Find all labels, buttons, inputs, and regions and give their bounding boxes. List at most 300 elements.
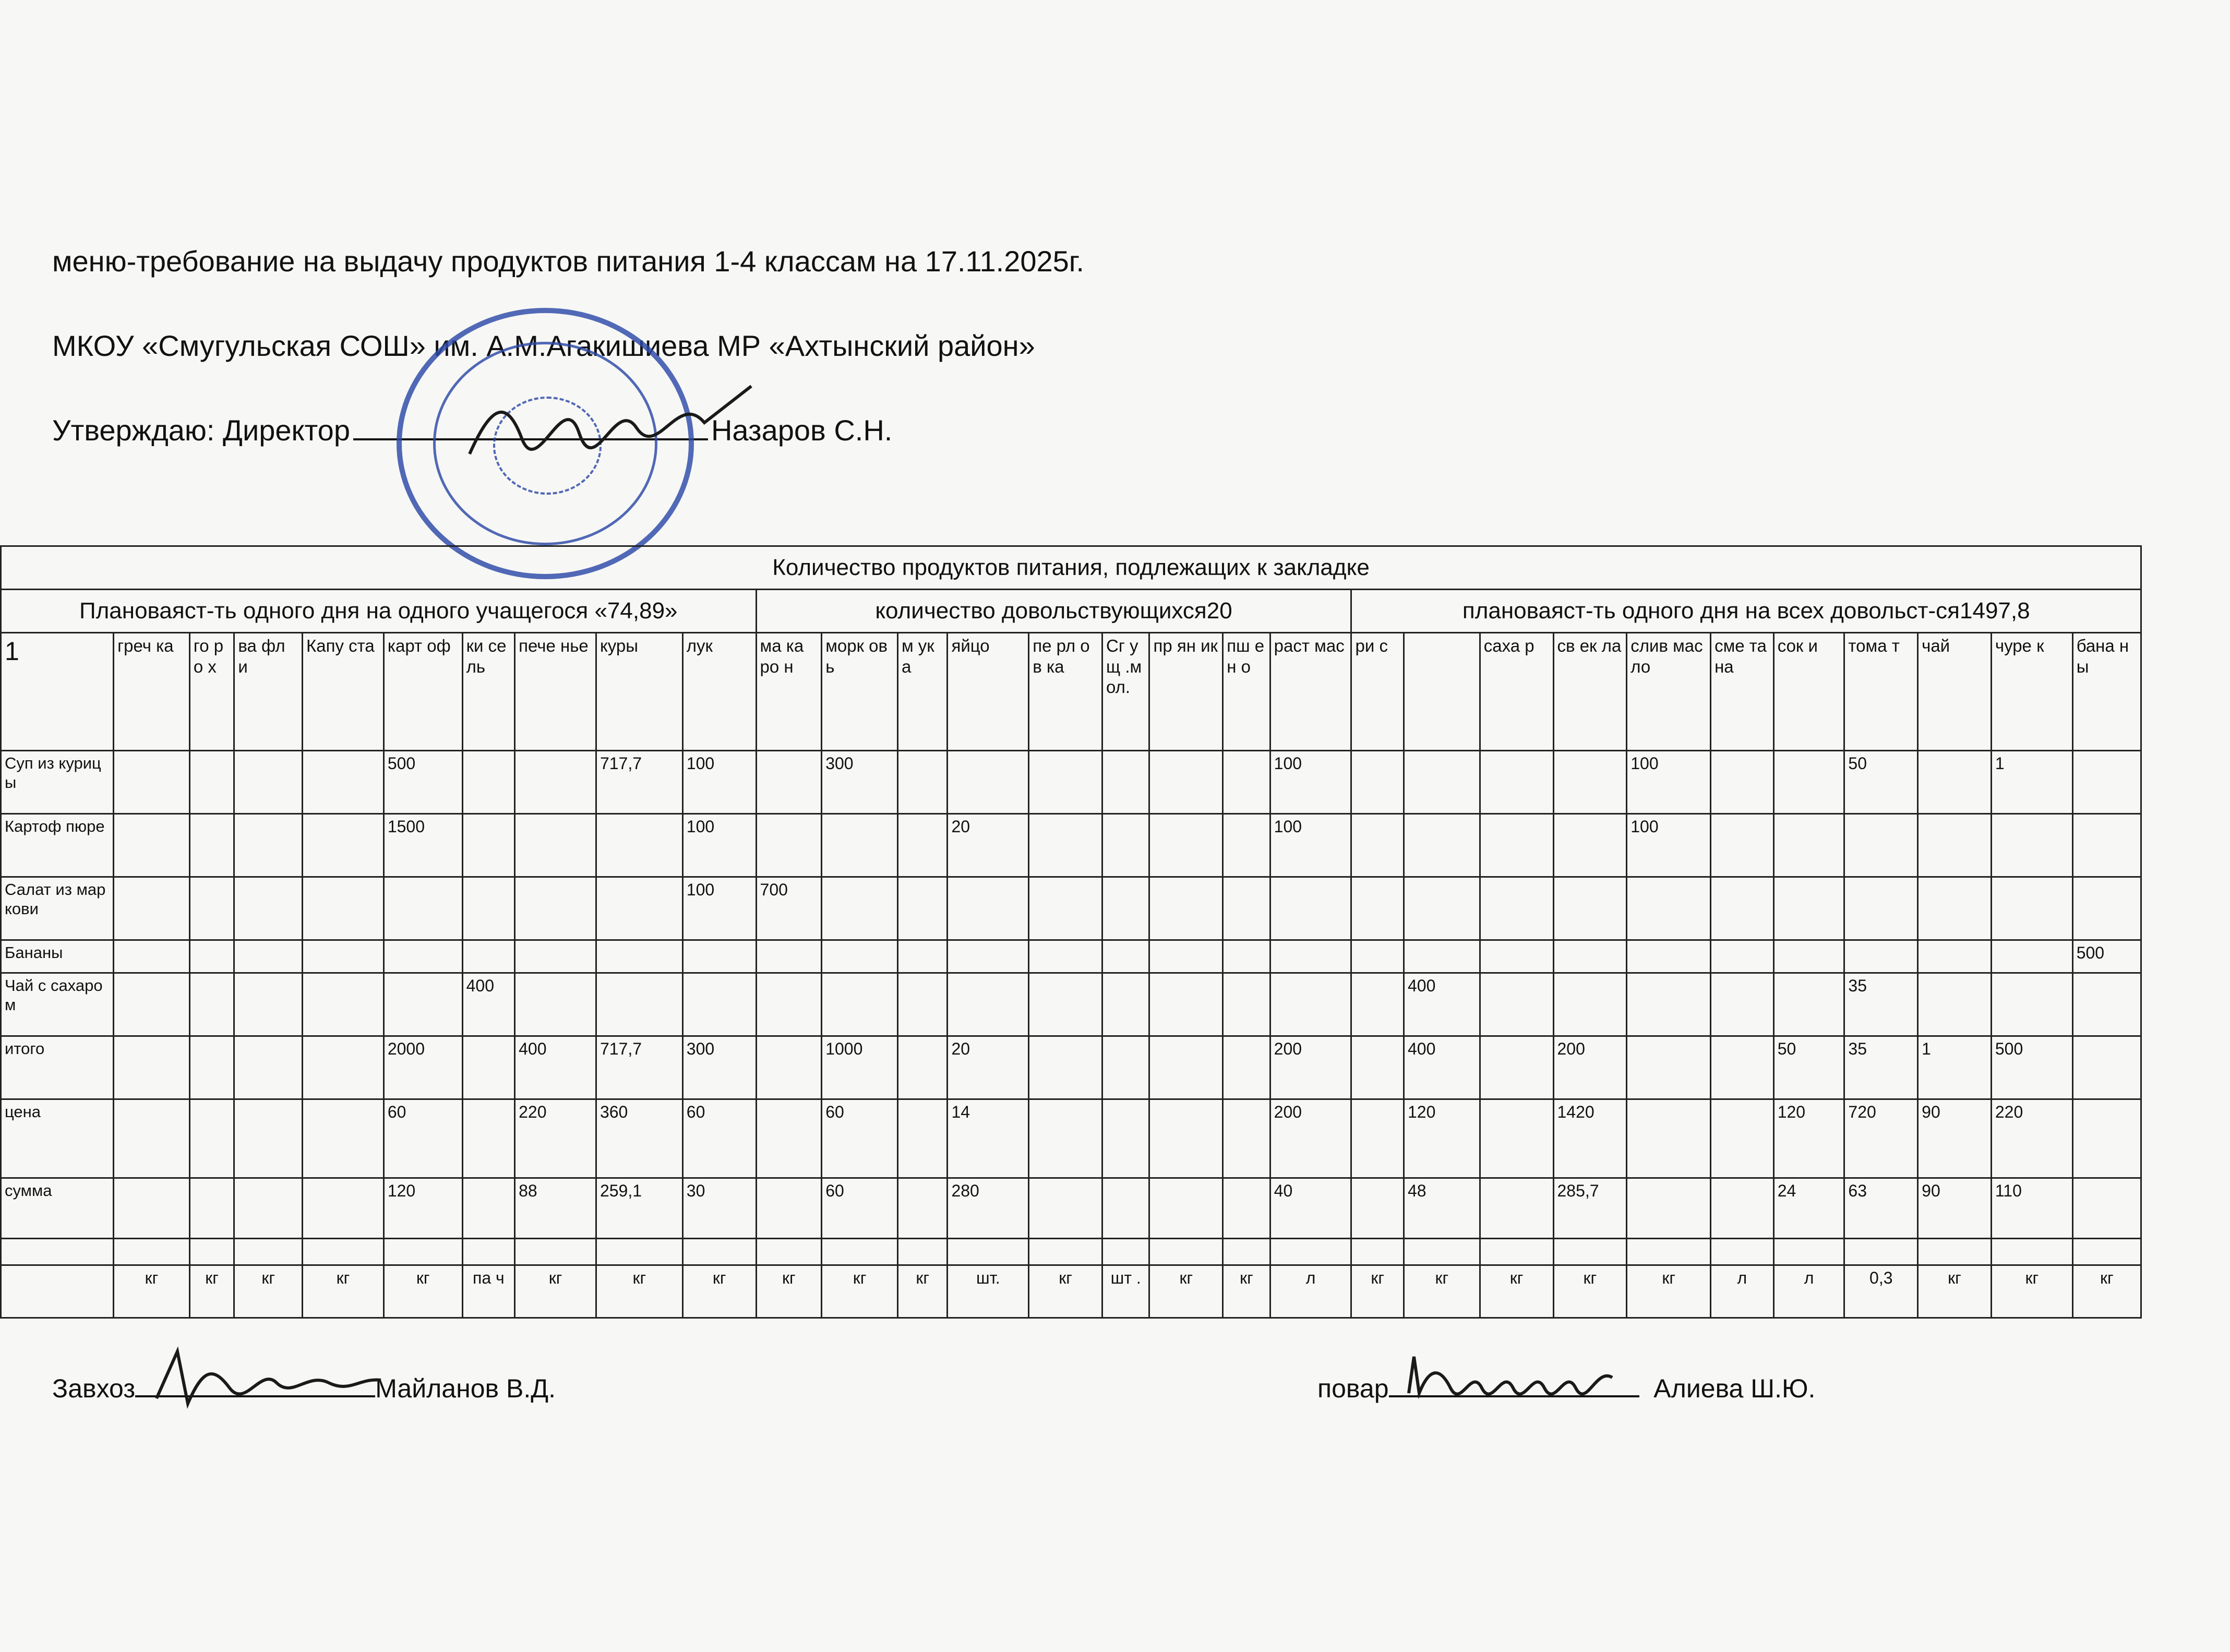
quantity-cell: 48	[1404, 1178, 1480, 1239]
quantity-cell	[114, 877, 190, 940]
quantity-cell	[114, 940, 190, 973]
cook-label: повар	[1317, 1374, 1389, 1403]
quantity-cell: 300	[822, 751, 898, 814]
director-signature	[459, 376, 783, 470]
quantity-cell	[383, 877, 462, 940]
product-header: греч ка	[114, 633, 190, 751]
quantity-cell	[1480, 973, 1553, 1036]
quantity-cell	[2072, 1099, 2141, 1178]
unit-cell: кг	[1351, 1265, 1404, 1318]
quantity-cell	[1991, 940, 2072, 973]
unit-cell: кг	[303, 1265, 384, 1318]
quantity-cell	[462, 1178, 515, 1239]
quantity-cell	[515, 877, 596, 940]
quantity-cell	[462, 1099, 515, 1178]
quantity-cell: 700	[756, 877, 822, 940]
blank-cell	[1351, 1239, 1404, 1265]
quantity-cell	[2072, 973, 2141, 1036]
quantity-cell	[1480, 814, 1553, 877]
quantity-cell	[1553, 940, 1627, 973]
quantity-cell	[462, 877, 515, 940]
blank-cell	[1, 1239, 114, 1265]
quantity-cell: 90	[1918, 1099, 1992, 1178]
quantity-cell	[596, 877, 682, 940]
quantity-cell	[1102, 940, 1149, 973]
quantity-cell	[1773, 814, 1844, 877]
blank-cell	[114, 1239, 190, 1265]
quantity-cell	[948, 973, 1029, 1036]
blank-row	[1, 1239, 2141, 1265]
blank-cell	[1404, 1239, 1480, 1265]
quantity-cell	[114, 1178, 190, 1239]
unit-cell: кг	[1553, 1265, 1627, 1318]
blank-cell	[756, 1239, 822, 1265]
quantity-cell	[1149, 1178, 1223, 1239]
blank-cell	[1029, 1239, 1102, 1265]
blank-cell	[1102, 1239, 1149, 1265]
quantity-cell	[1270, 877, 1351, 940]
quantity-cell	[1351, 1036, 1404, 1099]
product-header: саха р	[1480, 633, 1553, 751]
quantity-cell: 100	[1270, 751, 1351, 814]
quantity-cell	[1480, 1099, 1553, 1178]
quantity-cell	[822, 940, 898, 973]
quantity-cell	[2072, 1036, 2141, 1099]
product-header: раст мас	[1270, 633, 1351, 751]
quantity-cell: 220	[515, 1099, 596, 1178]
unit-cell	[1, 1265, 114, 1318]
product-header: ки се ль	[462, 633, 515, 751]
blank-cell	[515, 1239, 596, 1265]
quantity-cell: 14	[948, 1099, 1029, 1178]
quantity-cell	[596, 814, 682, 877]
quantity-cell	[1627, 973, 1711, 1036]
blank-cell	[897, 1239, 948, 1265]
quantity-cell	[1029, 1099, 1102, 1178]
quantity-cell	[822, 814, 898, 877]
quantity-cell	[1918, 814, 1992, 877]
quantity-cell: 1420	[1553, 1099, 1627, 1178]
quantity-cell	[1351, 1099, 1404, 1178]
quantity-cell	[948, 940, 1029, 973]
quantity-cell	[948, 751, 1029, 814]
quantity-cell	[1351, 751, 1404, 814]
quantity-cell: 259,1	[596, 1178, 682, 1239]
quantity-cell	[897, 814, 948, 877]
product-header: сме тана	[1711, 633, 1774, 751]
product-header: пш ен о	[1223, 633, 1270, 751]
product-header: сок и	[1773, 633, 1844, 751]
unit-cell: кг	[234, 1265, 303, 1318]
quantity-cell: 717,7	[596, 1036, 682, 1099]
product-header	[1404, 633, 1480, 751]
dish-name: Чай с сахаром	[1, 973, 114, 1036]
quantity-cell	[1711, 877, 1774, 940]
quantity-cell: 200	[1270, 1099, 1351, 1178]
quantity-cell	[1149, 1099, 1223, 1178]
quantity-cell	[1270, 973, 1351, 1036]
table-row	[1, 814, 2141, 877]
blank-cell	[1844, 1239, 1918, 1265]
quantity-cell: 100	[1627, 751, 1711, 814]
quantity-cell	[1711, 751, 1774, 814]
blank-cell	[2072, 1239, 2141, 1265]
quantity-cell	[1149, 1036, 1223, 1099]
school-name: МКОУ «Смугульская СОШ» им. А.М.Агакишиева МР «Ахтынский район»	[52, 329, 1035, 362]
quantity-cell: 500	[383, 751, 462, 814]
blank-cell	[1773, 1239, 1844, 1265]
product-header: м ук а	[897, 633, 948, 751]
quantity-cell: 1	[1991, 751, 2072, 814]
quantity-cell	[1223, 940, 1270, 973]
quantity-cell: 500	[2072, 940, 2141, 973]
unit-cell: па ч	[462, 1265, 515, 1318]
quantity-cell	[2072, 877, 2141, 940]
quantity-cell	[1102, 1178, 1149, 1239]
storekeeper-name: Майланов В.Д.	[375, 1374, 556, 1403]
blank-cell	[383, 1239, 462, 1265]
quantity-cell	[1773, 877, 1844, 940]
quantity-cell	[756, 814, 822, 877]
quantity-cell	[1149, 940, 1223, 973]
quantity-cell	[897, 1099, 948, 1178]
quantity-cell: 24	[1773, 1178, 1844, 1239]
quantity-cell	[1480, 877, 1553, 940]
quantity-cell	[1102, 973, 1149, 1036]
quantity-cell	[1351, 1178, 1404, 1239]
quantity-cell	[1844, 940, 1918, 973]
product-header: морк овь	[822, 633, 898, 751]
unit-cell: 0,3	[1844, 1265, 1918, 1318]
quantity-cell	[1270, 940, 1351, 973]
quantity-cell	[1223, 973, 1270, 1036]
quantity-cell	[897, 877, 948, 940]
per-student-cost: Плановаяст-ть одного дня на одного учащегося «74,89»	[1, 590, 757, 633]
quantity-cell	[303, 814, 384, 877]
unit-cell: кг	[682, 1265, 756, 1318]
product-header: Капу ста	[303, 633, 384, 751]
unit-cell: л	[1711, 1265, 1774, 1318]
quantity-cell	[383, 940, 462, 973]
quantity-cell	[756, 1178, 822, 1239]
quantity-cell	[1102, 1036, 1149, 1099]
quantity-cell	[897, 1178, 948, 1239]
quantity-cell	[897, 1036, 948, 1099]
quantity-cell: 1	[1918, 1036, 1992, 1099]
participants-count: количество довольствующихся20	[756, 590, 1351, 633]
quantity-cell	[114, 973, 190, 1036]
quantity-cell	[1918, 877, 1992, 940]
quantity-cell	[1102, 1099, 1149, 1178]
quantity-cell	[1711, 1036, 1774, 1099]
quantity-cell: 20	[948, 814, 1029, 877]
quantity-cell: 200	[1553, 1036, 1627, 1099]
quantity-cell	[1844, 877, 1918, 940]
cook-signature	[1404, 1346, 1633, 1404]
quantity-cell	[1029, 940, 1102, 973]
quantity-cell	[822, 877, 898, 940]
quantity-cell	[1404, 940, 1480, 973]
quantity-cell	[1029, 877, 1102, 940]
quantity-cell	[1029, 973, 1102, 1036]
quantity-cell	[1223, 1036, 1270, 1099]
quantity-cell	[234, 877, 303, 940]
table-row	[1, 973, 2141, 1036]
quantity-cell: 30	[682, 1178, 756, 1239]
quantity-cell	[303, 751, 384, 814]
quantity-cell	[462, 940, 515, 973]
quantity-cell	[234, 940, 303, 973]
dish-name: Суп из курицы	[1, 751, 114, 814]
table-row	[1, 1036, 2141, 1099]
blank-cell	[234, 1239, 303, 1265]
quantity-cell	[1029, 814, 1102, 877]
product-header: пече нье	[515, 633, 596, 751]
quantity-cell	[1711, 1099, 1774, 1178]
quantity-cell	[682, 973, 756, 1036]
quantity-cell	[234, 973, 303, 1036]
quantity-cell	[1404, 814, 1480, 877]
dish-name: Картоф пюре	[1, 814, 114, 877]
quantity-cell: 50	[1773, 1036, 1844, 1099]
table-row	[1, 940, 2141, 973]
quantity-cell	[1480, 1036, 1553, 1099]
quantity-cell	[1773, 973, 1844, 1036]
blank-cell	[822, 1239, 898, 1265]
quantity-cell	[1351, 877, 1404, 940]
product-header: пр ян ик	[1149, 633, 1223, 751]
director-name: Назаров С.Н.	[711, 414, 893, 447]
quantity-cell	[189, 1178, 234, 1239]
unit-cell: кг	[1404, 1265, 1480, 1318]
quantity-cell	[756, 1099, 822, 1178]
dish-name: цена	[1, 1099, 114, 1178]
quantity-cell	[515, 973, 596, 1036]
storekeeper-label: Завхоз	[52, 1374, 136, 1403]
quantity-cell: 88	[515, 1178, 596, 1239]
quantity-cell	[515, 751, 596, 814]
quantity-cell: 120	[383, 1178, 462, 1239]
quantity-cell	[1223, 814, 1270, 877]
unit-cell: кг	[1223, 1265, 1270, 1318]
unit-cell: кг	[897, 1265, 948, 1318]
quantity-cell: 1000	[822, 1036, 898, 1099]
quantity-cell	[303, 1178, 384, 1239]
quantity-cell	[114, 1099, 190, 1178]
quantity-cell	[1149, 751, 1223, 814]
blank-cell	[596, 1239, 682, 1265]
quantity-cell	[189, 877, 234, 940]
blank-cell	[1270, 1239, 1351, 1265]
quantity-cell: 40	[1270, 1178, 1351, 1239]
quantity-cell	[189, 973, 234, 1036]
blank-cell	[1918, 1239, 1992, 1265]
quantity-cell: 100	[1270, 814, 1351, 877]
unit-cell: кг	[189, 1265, 234, 1318]
quantity-cell	[303, 877, 384, 940]
table-banner: Количество продуктов питания, подлежащих к закладке	[1, 546, 2141, 590]
quantity-cell	[1149, 973, 1223, 1036]
quantity-cell	[189, 1036, 234, 1099]
quantity-cell	[1102, 877, 1149, 940]
unit-cell: кг	[1029, 1265, 1102, 1318]
dish-name: Салат из маркови	[1, 877, 114, 940]
quantity-cell: 120	[1773, 1099, 1844, 1178]
products-header-row	[1, 633, 2141, 751]
quantity-cell	[1711, 940, 1774, 973]
quantity-cell: 60	[822, 1178, 898, 1239]
quantity-cell	[1627, 1099, 1711, 1178]
quantity-cell	[1029, 751, 1102, 814]
quantity-cell	[1102, 751, 1149, 814]
quantity-cell	[2072, 1178, 2141, 1239]
quantity-cell	[462, 751, 515, 814]
quantity-cell	[1553, 814, 1627, 877]
quantity-cell	[234, 1099, 303, 1178]
unit-cell: шт.	[948, 1265, 1029, 1318]
quantity-cell	[303, 940, 384, 973]
cook-name: Алиева Ш.Ю.	[1653, 1374, 1816, 1403]
total-cost: плановаяст-ть одного дня на всех довольст-ся1497,8	[1351, 590, 2141, 633]
quantity-cell	[1351, 973, 1404, 1036]
quantity-cell	[756, 973, 822, 1036]
quantity-cell: 120	[1404, 1099, 1480, 1178]
dish-name: Бананы	[1, 940, 114, 973]
quantity-cell: 60	[822, 1099, 898, 1178]
quantity-cell	[1351, 940, 1404, 973]
quantity-cell	[1627, 940, 1711, 973]
unit-cell: кг	[1149, 1265, 1223, 1318]
quantity-cell	[462, 1036, 515, 1099]
quantity-cell	[1918, 940, 1992, 973]
quantity-cell	[1627, 1036, 1711, 1099]
unit-cell: кг	[114, 1265, 190, 1318]
quantity-cell	[303, 1099, 384, 1178]
quantity-cell	[234, 1178, 303, 1239]
quantity-cell: 63	[1844, 1178, 1918, 1239]
quantity-cell: 300	[682, 1036, 756, 1099]
units-row	[1, 1265, 2141, 1318]
quantity-cell	[1480, 940, 1553, 973]
product-header: Сг ущ .м ол.	[1102, 633, 1149, 751]
blank-cell	[1553, 1239, 1627, 1265]
unit-cell: кг	[822, 1265, 898, 1318]
product-header: лук	[682, 633, 756, 751]
quantity-cell	[2072, 751, 2141, 814]
quantity-cell: 100	[1627, 814, 1711, 877]
quantity-cell	[1102, 814, 1149, 877]
quantity-cell: 717,7	[596, 751, 682, 814]
quantity-cell	[1627, 1178, 1711, 1239]
product-header: го ро х	[189, 633, 234, 751]
blank-cell	[189, 1239, 234, 1265]
quantity-cell	[1773, 940, 1844, 973]
quantity-cell	[1711, 973, 1774, 1036]
quantity-cell	[1553, 877, 1627, 940]
quantity-cell: 400	[1404, 973, 1480, 1036]
storekeeper-signature	[141, 1336, 391, 1419]
product-header: карт оф	[383, 633, 462, 751]
product-header: ва фл и	[234, 633, 303, 751]
product-header: бана ны	[2072, 633, 2141, 751]
quantity-cell: 1500	[383, 814, 462, 877]
quantity-cell: 100	[682, 877, 756, 940]
blank-cell	[948, 1239, 1029, 1265]
quantity-cell	[1149, 814, 1223, 877]
unit-cell: кг	[1480, 1265, 1553, 1318]
quantity-cell	[114, 751, 190, 814]
product-header: тома т	[1844, 633, 1918, 751]
unit-cell: кг	[1991, 1265, 2072, 1318]
quantity-cell	[383, 973, 462, 1036]
quantity-cell	[756, 1036, 822, 1099]
quantity-cell	[515, 814, 596, 877]
quantity-cell	[515, 940, 596, 973]
quantity-cell: 90	[1918, 1178, 1992, 1239]
quantity-cell	[682, 940, 756, 973]
quantity-cell	[1991, 877, 2072, 940]
quantity-cell	[234, 1036, 303, 1099]
quantity-cell: 500	[1991, 1036, 2072, 1099]
quantity-cell	[596, 940, 682, 973]
table-row	[1, 877, 2141, 940]
unit-cell: кг	[383, 1265, 462, 1318]
document-title: меню-требование на выдачу продуктов питания 1-4 классам на 17.11.2025г.	[52, 245, 1084, 278]
quantity-cell	[1991, 973, 2072, 1036]
quantity-cell	[234, 751, 303, 814]
quantity-cell	[897, 940, 948, 973]
quantity-cell	[1711, 814, 1774, 877]
table-row	[1, 1099, 2141, 1178]
quantity-cell	[234, 814, 303, 877]
row-number-header: 1	[1, 633, 114, 751]
quantity-cell	[1553, 751, 1627, 814]
quantity-cell: 720	[1844, 1099, 1918, 1178]
product-header: ри с	[1351, 633, 1404, 751]
quantity-cell	[1991, 814, 2072, 877]
product-header: куры	[596, 633, 682, 751]
quantity-cell: 60	[383, 1099, 462, 1178]
quantity-cell	[189, 1099, 234, 1178]
quantity-cell	[756, 751, 822, 814]
unit-cell: кг	[515, 1265, 596, 1318]
quantity-cell: 220	[1991, 1099, 2072, 1178]
blank-cell	[1223, 1239, 1270, 1265]
quantity-cell	[897, 751, 948, 814]
quantity-cell: 35	[1844, 973, 1918, 1036]
quantity-cell	[1918, 751, 1992, 814]
unit-cell: л	[1270, 1265, 1351, 1318]
quantity-cell: 280	[948, 1178, 1029, 1239]
blank-cell	[682, 1239, 756, 1265]
approve-label: Утверждаю: Директор	[52, 414, 350, 447]
quantity-cell	[1029, 1036, 1102, 1099]
quantity-cell	[1223, 877, 1270, 940]
quantity-cell: 60	[682, 1099, 756, 1178]
quantity-cell: 200	[1270, 1036, 1351, 1099]
quantity-cell	[114, 1036, 190, 1099]
quantity-cell: 50	[1844, 751, 1918, 814]
products-table	[0, 545, 2142, 1319]
quantity-cell	[1844, 814, 1918, 877]
quantity-cell	[1351, 814, 1404, 877]
quantity-cell	[1223, 751, 1270, 814]
quantity-cell	[596, 973, 682, 1036]
unit-cell: кг	[1627, 1265, 1711, 1318]
quantity-cell	[1404, 751, 1480, 814]
quantity-cell	[1627, 877, 1711, 940]
quantity-cell: 100	[682, 814, 756, 877]
